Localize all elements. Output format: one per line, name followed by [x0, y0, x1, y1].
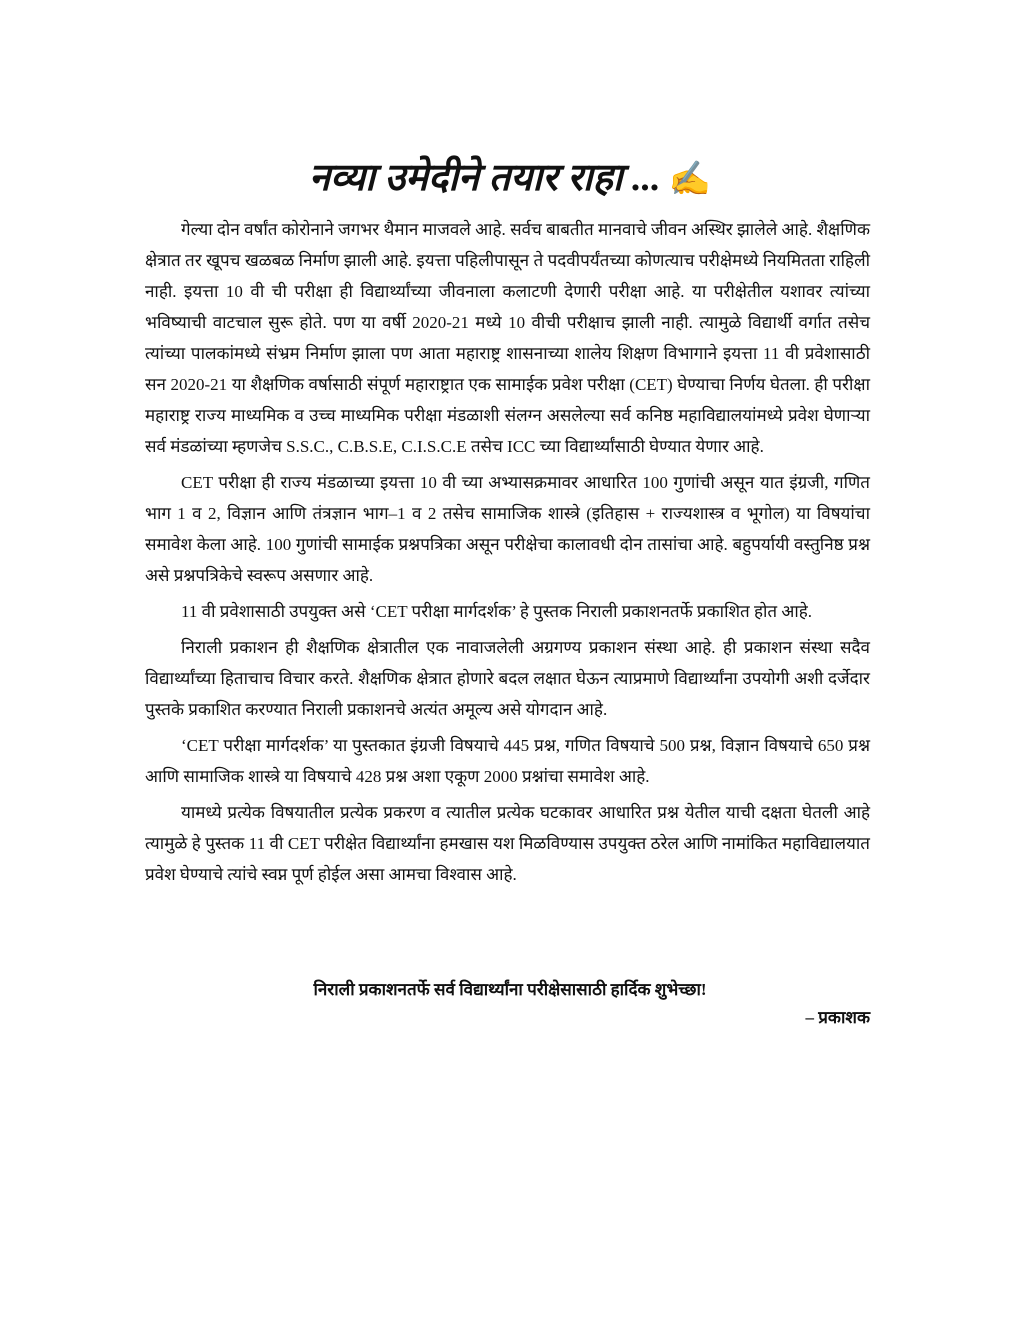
paragraph-confidence: यामध्ये प्रत्येक विषयातील प्रत्येक प्रकरण व त्यातील प्रत्येक घटकावर आधारित प्रश्न येतील याची दक्षता घेतली आहे त्यामुळे हे पुस्तक 11 वी CET परीक्षेत विद्यार्थ्यांना हमखास यश मिळविण्यास उपयुक्त ठरेल आणि नामांकित महाविद्यालयात प्रवेश घेण्याचे त्यांचे स्वप्न पूर्ण होईल असा आमचा विश्वास आहे. — [145, 803, 870, 884]
title-text: नव्या उमेदीने तयार राहा ... — [309, 157, 661, 199]
closing-wish: निराली प्रकाशनतर्फे सर्व विद्यार्थ्यांना परीक्षेसासाठी हार्दिक शुभेच्छा! — [313, 980, 707, 999]
page-title — [0, 148, 1020, 210]
paragraph-question-count: ‘CET परीक्षा मार्गदर्शक’ या पुस्तकात इंग्रजी विषयाचे 445 प्रश्न, गणित विषयाचे 500 प्रश्न, विज्ञान विषयाचे 650 प्रश्न आणि सामाजिक शास्त्रे या विषयाचे 428 प्रश्न अशा एकूण 2000 प्रश्नांचा समावेश आहे. — [145, 736, 870, 786]
paragraph-book-intro: 11 वी प्रवेशासाठी उपयुक्त असे ‘CET परीक्षा मार्गदर्शक’ हे पुस्तक निराली प्रकाशनतर्फे प्रकाशित होत आहे. — [181, 602, 812, 621]
signature: – प्रकाशक — [805, 1008, 870, 1027]
paragraph-covid-cet: गेल्या दोन वर्षांत कोरोनाने जगभर थैमान माजवले आहे. सर्वच बाबतीत मानवाचे जीवन अस्थिर झालेले आहे. शैक्षणिक क्षेत्रात तर खूपच खळबळ निर्माण झाली आहे. इयत्ता पहिलीपासून ते पदवीपर्यंतच्या कोणत्याच परीक्षेमध्ये नियमितता राहिली नाही. इयत्ता 10 वी ची परीक्षा ही विद्यार्थ्यांच्या जीवनाला कलाटणी देणारी परीक्षा आहे. या परीक्षेतील यशावर त्यांच्या भविष्याची वाटचाल सुरू होते. पण या वर्षी 2020-21 मध्ये 10 वीची परीक्षाच झाली नाही. त्यामुळे विद्यार्थी वर्गात तसेच त्यांच्या पालकांमध्ये संभ्रम निर्माण झाला पण आता महाराष्ट्र शासनाच्या शालेय शिक्षण विभागाने इयत्ता 11 वी प्रवेशासाठी सन 2020-21 या शैक्षणिक वर्षासाठी संपूर्ण महाराष्ट्रात एक सामाईक प्रवेश परीक्षा (CET) घेण्याचा निर्णय घेतला. ही परीक्षा महाराष्ट्र राज्य माध्यमिक व उच्च माध्यमिक परीक्षा मंडळाशी संलग्न असलेल्या सर्व कनिष्ठ महाविद्यालयांमध्ये प्रवेश घेणाऱ्या सर्व मंडळांच्या म्हणजेच S.S.C., C.B.S.E, C.I.S.C.E तसेच ICC च्या विद्यार्थ्यांसाठी घेण्यात येणार आहे. — [145, 220, 870, 456]
paragraph-publisher: निराली प्रकाशन ही शैक्षणिक क्षेत्रातील एक नावाजलेली अग्रगण्य प्रकाशन संस्था आहे. ही प्रकाशन संस्था सदैव विद्यार्थ्यांच्या हिताचाच विचार करते. शैक्षणिक क्षेत्रात होणारे बदल लक्षात घेऊन त्याप्रमाणे विद्यार्थ्यांना उपयोगी अशी दर्जेदार पुस्तके प्रकाशित करण्यात निराली प्रकाशनचे अत्यंत अमूल्य असे योगदान आहे. — [145, 638, 870, 719]
document-body — [145, 214, 870, 895]
writing-hand-icon: ✍ — [668, 161, 711, 198]
paragraph-cet-syllabus: CET परीक्षा ही राज्य मंडळाच्या इयत्ता 10 वी च्या अभ्यासक्रमावर आधारित 100 गुणांची असून यात इंग्रजी, गणित भाग 1 व 2, विज्ञान आणि तंत्रज्ञान भाग–1 व 2 तसेच सामाजिक शास्त्रे (इतिहास + राज्यशास्त्र व भूगोल) या विषयांचा समावेश केला आहे. 100 गुणांची सामाईक प्रश्नपत्रिका असून परीक्षेचा कालावधी दोन तासांचा आहे. बहुपर्यायी वस्तुनिष्ठ प्रश्न असे प्रश्नपत्रिकेचे स्वरूप असणार आहे. — [145, 473, 870, 585]
